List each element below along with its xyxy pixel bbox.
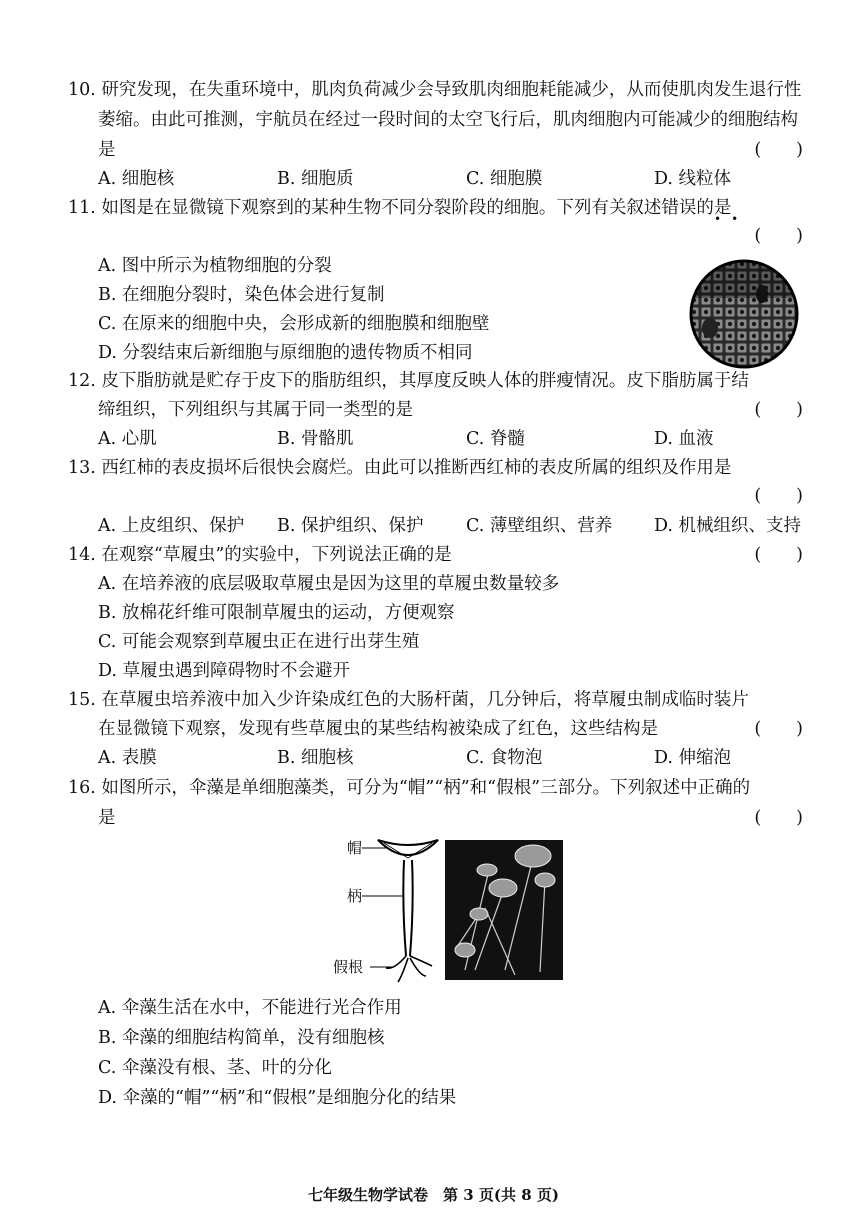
q10-line-1: 10. 研究发现，在失重环境中，肌肉负荷减少会导致肌肉细胞耗能减少，从而使肌肉发生退行性 <box>68 80 802 100</box>
q14-line-1: 14. 在观察“草履虫”的实验中，下列说法正确的是 <box>68 545 452 565</box>
q13-option-b[interactable]: B. 保护组织、保护 <box>277 516 424 536</box>
page-footer: 七年级生物学试卷 第 3 页(共 8 页) <box>308 1186 559 1204</box>
label-cap: 帽 <box>347 839 363 857</box>
q16-line-1: 16. 如图所示，伞藻是单细胞藻类，可分为“帽”“柄”和“假根”三部分。下列叙述中正确的 <box>68 778 751 798</box>
q10-option-a[interactable]: A. 细胞核 <box>98 169 175 189</box>
q14-option-b[interactable]: B. 放棉花纤维可限制草履虫的运动，方便观察 <box>98 603 455 623</box>
q13-option-d[interactable]: D. 机械组织、支持 <box>654 516 802 536</box>
q11-answer-blank[interactable]: ( ) <box>754 226 803 246</box>
q15-option-b[interactable]: B. 细胞核 <box>277 748 354 768</box>
q15-option-d[interactable]: D. 伸缩泡 <box>654 748 732 768</box>
q11-option-c[interactable]: C. 在原来的细胞中央，会形成新的细胞膜和细胞壁 <box>98 314 490 334</box>
q11-option-d[interactable]: D. 分裂结束后新细胞与原细胞的遗传物质不相同 <box>98 343 473 363</box>
q10-option-d[interactable]: D. 线粒体 <box>654 169 732 189</box>
emphasis-dots: •• <box>714 212 749 226</box>
q10-answer-blank[interactable]: ( ) <box>754 140 803 160</box>
q13-answer-blank[interactable]: ( ) <box>754 486 803 506</box>
q16-answer-blank[interactable]: ( ) <box>754 808 803 828</box>
q13-option-a[interactable]: A. 上皮组织、保护 <box>98 516 245 536</box>
q12-line-2: 缔组织，下列组织与其属于同一类型的是 <box>98 400 413 420</box>
q10-option-c[interactable]: C. 细胞膜 <box>466 169 543 189</box>
q12-line-1: 12. 皮下脂肪就是贮存于皮下的脂肪组织，其厚度反映人体的胖瘦情况。皮下脂肪属于结 <box>68 371 749 391</box>
q14-option-a[interactable]: A. 在培养液的底层吸取草履虫是因为这里的草履虫数量较多 <box>98 574 560 594</box>
q11-option-a[interactable]: A. 图中所示为植物细胞的分裂 <box>98 256 332 276</box>
q16-option-d[interactable]: D. 伞藻的“帽”“柄”和“假根”是细胞分化的结果 <box>98 1088 457 1108</box>
q15-line-2: 在显微镜下观察，发现有些草履虫的某些结构被染成了红色，这些结构是 <box>98 719 658 739</box>
cell-division-micrograph <box>688 258 800 374</box>
q11-option-b[interactable]: B. 在细胞分裂时，染色体会进行复制 <box>98 285 385 305</box>
q16-option-a[interactable]: A. 伞藻生活在水中，不能进行光合作用 <box>98 998 402 1018</box>
q15-answer-blank[interactable]: ( ) <box>754 719 803 739</box>
q15-option-c[interactable]: C. 食物泡 <box>466 748 543 768</box>
label-stalk: 柄 <box>347 887 363 905</box>
q10-line-3: 是 <box>98 140 116 160</box>
q13-line-1: 13. 西红柿的表皮损坏后很快会腐烂。由此可以推断西红柿的表皮所属的组织及作用是 <box>68 458 732 478</box>
q11-line-1: 11. 如图是在显微镜下观察到的某种生物不同分裂阶段的细胞。下列有关叙述错误的是 <box>68 198 732 218</box>
q12-option-d[interactable]: D. 血液 <box>654 429 714 449</box>
q14-option-d[interactable]: D. 草履虫遇到障碍物时不会避开 <box>98 661 351 681</box>
q15-option-a[interactable]: A. 表膜 <box>98 748 157 768</box>
q10-line-2: 萎缩。由此可推测，宇航员在经过一段时间的太空飞行后，肌肉细胞内可能减少的细胞结构 <box>98 110 798 130</box>
q14-option-c[interactable]: C. 可能会观察到草履虫正在进行出芽生殖 <box>98 632 420 652</box>
q14-answer-blank[interactable]: ( ) <box>754 545 803 565</box>
q16-option-c[interactable]: C. 伞藻没有根、茎、叶的分化 <box>98 1058 332 1078</box>
acetabularia-photo <box>445 840 563 984</box>
q12-answer-blank[interactable]: ( ) <box>754 400 803 420</box>
q16-line-2: 是 <box>98 808 116 828</box>
q13-option-c[interactable]: C. 薄壁组织、营养 <box>466 516 613 536</box>
label-rhizoid: 假根 <box>333 958 364 976</box>
q12-option-b[interactable]: B. 骨骼肌 <box>277 429 354 449</box>
q12-option-a[interactable]: A. 心肌 <box>98 429 157 449</box>
q10-option-b[interactable]: B. 细胞质 <box>277 169 354 189</box>
q12-option-c[interactable]: C. 脊髓 <box>466 429 525 449</box>
q15-line-1: 15. 在草履虫培养液中加入少许染成红色的大肠杆菌，几分钟后，将草履虫制成临时装片 <box>68 690 749 710</box>
q16-option-b[interactable]: B. 伞藻的细胞结构简单，没有细胞核 <box>98 1028 385 1048</box>
